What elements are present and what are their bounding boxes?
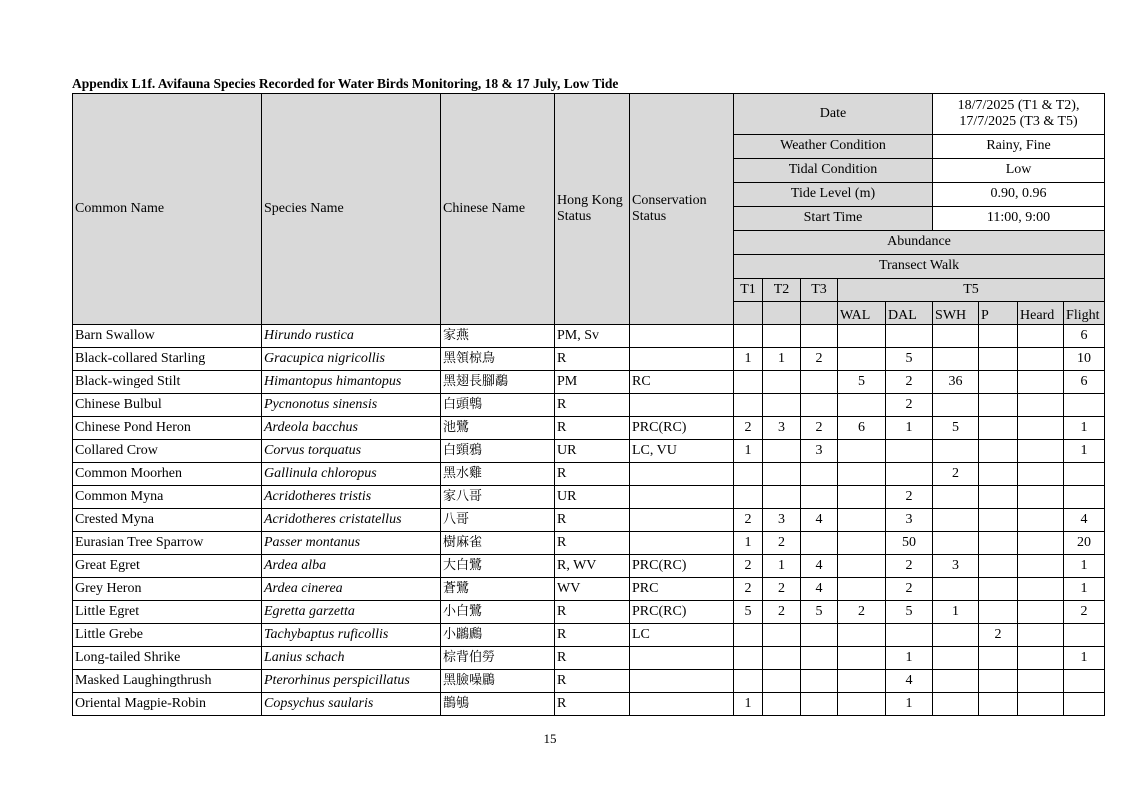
table-row — [73, 647, 1105, 670]
heard-count-cell — [1018, 670, 1064, 693]
p-count-cell — [979, 394, 1018, 417]
chinese-name-cell: 家八哥 — [441, 486, 555, 509]
t3-count-cell: 3 — [801, 440, 838, 463]
chinese-name-cell: 池鷺 — [441, 417, 555, 440]
conservation-status-cell — [630, 532, 734, 555]
header-flight: Flight — [1064, 302, 1105, 325]
common-name-cell: Collared Crow — [73, 440, 262, 463]
p-count-cell — [979, 486, 1018, 509]
conservation-status-cell — [630, 670, 734, 693]
header-t3: T3 — [801, 279, 838, 302]
swh-count-cell — [933, 670, 979, 693]
wal-count-cell — [838, 624, 886, 647]
header-swh: SWH — [933, 302, 979, 325]
p-count-cell — [979, 348, 1018, 371]
chinese-name-cell: 小白鷺 — [441, 601, 555, 624]
chinese-name-cell: 黑翅長腳鷸 — [441, 371, 555, 394]
t1-count-cell — [734, 463, 763, 486]
header-tidal-value: Low — [933, 159, 1105, 183]
wal-count-cell — [838, 693, 886, 716]
table-caption: Appendix L1f. Avifauna Species Recorded for Water Birds Monitoring, 18 & 17 July, Low Tide — [72, 76, 619, 91]
p-count-cell — [979, 325, 1018, 348]
common-name-cell: Eurasian Tree Sparrow — [73, 532, 262, 555]
header-start-time-label: Start Time — [734, 207, 933, 231]
header-species-name: Species Name — [262, 94, 441, 325]
flight-count-cell: 20 — [1064, 532, 1105, 555]
species-name-cell: Acridotheres cristatellus — [262, 509, 441, 532]
species-name-cell: Copsychus saularis — [262, 693, 441, 716]
t1-count-cell: 1 — [734, 693, 763, 716]
flight-count-cell: 2 — [1064, 601, 1105, 624]
t3-count-cell: 4 — [801, 578, 838, 601]
species-name-cell: Passer montanus — [262, 532, 441, 555]
table-row — [73, 601, 1105, 624]
t1-count-cell — [734, 670, 763, 693]
wal-count-cell — [838, 578, 886, 601]
swh-count-cell — [933, 578, 979, 601]
swh-count-cell — [933, 509, 979, 532]
p-count-cell — [979, 417, 1018, 440]
common-name-cell: Masked Laughingthrush — [73, 670, 262, 693]
t1-count-cell: 1 — [734, 348, 763, 371]
heard-count-cell — [1018, 624, 1064, 647]
heard-count-cell — [1018, 532, 1064, 555]
flight-count-cell: 10 — [1064, 348, 1105, 371]
hk-status-cell: R, WV — [555, 555, 630, 578]
heard-count-cell — [1018, 440, 1064, 463]
conservation-status-cell — [630, 348, 734, 371]
p-count-cell — [979, 647, 1018, 670]
p-count-cell — [979, 578, 1018, 601]
flight-count-cell: 1 — [1064, 417, 1105, 440]
flight-count-cell — [1064, 670, 1105, 693]
dal-count-cell: 2 — [886, 555, 933, 578]
t3-count-cell — [801, 394, 838, 417]
chinese-name-cell: 棕背伯勞 — [441, 647, 555, 670]
conservation-status-cell: PRC(RC) — [630, 555, 734, 578]
hk-status-cell: R — [555, 670, 630, 693]
t2-count-cell: 2 — [763, 532, 801, 555]
conservation-status-cell: LC, VU — [630, 440, 734, 463]
p-count-cell — [979, 693, 1018, 716]
conservation-status-cell — [630, 486, 734, 509]
common-name-cell: Long-tailed Shrike — [73, 647, 262, 670]
header-weather-value: Rainy, Fine — [933, 135, 1105, 159]
conservation-status-cell — [630, 325, 734, 348]
dal-count-cell: 4 — [886, 670, 933, 693]
dal-count-cell: 50 — [886, 532, 933, 555]
hk-status-cell: R — [555, 624, 630, 647]
common-name-cell: Chinese Bulbul — [73, 394, 262, 417]
header-hk-status: Hong Kong Status — [555, 94, 630, 325]
swh-count-cell: 3 — [933, 555, 979, 578]
t2-count-cell: 3 — [763, 417, 801, 440]
wal-count-cell — [838, 348, 886, 371]
common-name-cell: Common Myna — [73, 486, 262, 509]
swh-count-cell: 36 — [933, 371, 979, 394]
t1-count-cell: 2 — [734, 417, 763, 440]
table-row — [73, 486, 1105, 509]
conservation-status-cell: RC — [630, 371, 734, 394]
t3-count-cell — [801, 463, 838, 486]
p-count-cell — [979, 371, 1018, 394]
table-row — [73, 325, 1105, 348]
species-name-cell: Ardeola bacchus — [262, 417, 441, 440]
species-name-cell: Hirundo rustica — [262, 325, 441, 348]
common-name-cell: Barn Swallow — [73, 325, 262, 348]
t2-count-cell — [763, 325, 801, 348]
chinese-name-cell: 白頸鴉 — [441, 440, 555, 463]
t2-count-cell — [763, 486, 801, 509]
hk-status-cell: R — [555, 348, 630, 371]
common-name-cell: Black-collared Starling — [73, 348, 262, 371]
table-row — [73, 532, 1105, 555]
flight-count-cell — [1064, 624, 1105, 647]
common-name-cell: Oriental Magpie-Robin — [73, 693, 262, 716]
heard-count-cell — [1018, 417, 1064, 440]
table-row — [73, 463, 1105, 486]
wal-count-cell — [838, 647, 886, 670]
flight-count-cell — [1064, 394, 1105, 417]
t3-count-cell — [801, 624, 838, 647]
flight-count-cell: 1 — [1064, 440, 1105, 463]
wal-count-cell — [838, 394, 886, 417]
dal-count-cell — [886, 440, 933, 463]
header-chinese-name: Chinese Name — [441, 94, 555, 325]
heard-count-cell — [1018, 647, 1064, 670]
heard-count-cell — [1018, 578, 1064, 601]
t1-count-cell: 2 — [734, 578, 763, 601]
common-name-cell: Chinese Pond Heron — [73, 417, 262, 440]
common-name-cell: Common Moorhen — [73, 463, 262, 486]
hk-status-cell: PM, Sv — [555, 325, 630, 348]
common-name-cell: Little Grebe — [73, 624, 262, 647]
p-count-cell — [979, 555, 1018, 578]
dal-count-cell: 2 — [886, 486, 933, 509]
t1-count-cell — [734, 647, 763, 670]
page-number: 15 — [543, 731, 557, 746]
hk-status-cell: UR — [555, 440, 630, 463]
t2-count-cell — [763, 647, 801, 670]
t3-count-cell — [801, 371, 838, 394]
header-transect-walk: Transect Walk — [734, 255, 1105, 279]
conservation-status-cell: PRC(RC) — [630, 601, 734, 624]
heard-count-cell — [1018, 601, 1064, 624]
wal-count-cell — [838, 670, 886, 693]
wal-count-cell: 6 — [838, 417, 886, 440]
dal-count-cell: 2 — [886, 394, 933, 417]
t2-count-cell: 1 — [763, 555, 801, 578]
conservation-status-cell — [630, 647, 734, 670]
header-tide-level-value: 0.90, 0.96 — [933, 183, 1105, 207]
t2-count-cell — [763, 463, 801, 486]
header-p: P — [979, 302, 1018, 325]
flight-count-cell — [1064, 463, 1105, 486]
hk-status-cell: UR — [555, 486, 630, 509]
wal-count-cell — [838, 486, 886, 509]
p-count-cell — [979, 670, 1018, 693]
flight-count-cell — [1064, 486, 1105, 509]
t1-count-cell — [734, 486, 763, 509]
chinese-name-cell: 黑領椋鳥 — [441, 348, 555, 371]
hk-status-cell: R — [555, 509, 630, 532]
chinese-name-cell: 小鸊鷉 — [441, 624, 555, 647]
t2-count-cell: 1 — [763, 348, 801, 371]
swh-count-cell — [933, 440, 979, 463]
swh-count-cell — [933, 647, 979, 670]
conservation-status-cell: LC — [630, 624, 734, 647]
chinese-name-cell: 黑水雞 — [441, 463, 555, 486]
t1-count-cell: 2 — [734, 509, 763, 532]
t1-count-cell: 1 — [734, 532, 763, 555]
header-t1: T1 — [734, 279, 763, 302]
table-row — [73, 693, 1105, 716]
dal-count-cell: 3 — [886, 509, 933, 532]
table-row — [73, 624, 1105, 647]
p-count-cell — [979, 463, 1018, 486]
table-row — [73, 394, 1105, 417]
swh-count-cell: 2 — [933, 463, 979, 486]
table-row — [73, 509, 1105, 532]
t2-count-cell: 2 — [763, 601, 801, 624]
chinese-name-cell: 蒼鷺 — [441, 578, 555, 601]
conservation-status-cell — [630, 693, 734, 716]
t3-count-cell — [801, 693, 838, 716]
species-name-cell: Ardea alba — [262, 555, 441, 578]
header-t1-spacer — [734, 302, 763, 325]
swh-count-cell — [933, 532, 979, 555]
table-row — [73, 670, 1105, 693]
table-row — [73, 348, 1105, 371]
heard-count-cell — [1018, 555, 1064, 578]
flight-count-cell: 1 — [1064, 647, 1105, 670]
heard-count-cell — [1018, 509, 1064, 532]
dal-count-cell: 5 — [886, 601, 933, 624]
heard-count-cell — [1018, 348, 1064, 371]
header-common-name: Common Name — [73, 94, 262, 325]
dal-count-cell: 1 — [886, 693, 933, 716]
hk-status-cell: R — [555, 394, 630, 417]
t1-count-cell: 1 — [734, 440, 763, 463]
p-count-cell: 2 — [979, 624, 1018, 647]
t3-count-cell — [801, 532, 838, 555]
hk-status-cell: WV — [555, 578, 630, 601]
header-t5: T5 — [838, 279, 1105, 302]
t1-count-cell: 5 — [734, 601, 763, 624]
t3-count-cell: 2 — [801, 417, 838, 440]
wal-count-cell — [838, 532, 886, 555]
flight-count-cell: 1 — [1064, 555, 1105, 578]
species-name-cell: Pycnonotus sinensis — [262, 394, 441, 417]
table-row — [73, 555, 1105, 578]
chinese-name-cell: 家燕 — [441, 325, 555, 348]
wal-count-cell — [838, 440, 886, 463]
heard-count-cell — [1018, 371, 1064, 394]
species-name-cell: Ardea cinerea — [262, 578, 441, 601]
hk-status-cell: R — [555, 601, 630, 624]
header-dal: DAL — [886, 302, 933, 325]
wal-count-cell: 5 — [838, 371, 886, 394]
species-name-cell: Egretta garzetta — [262, 601, 441, 624]
species-name-cell: Lanius schach — [262, 647, 441, 670]
chinese-name-cell: 白頭鵯 — [441, 394, 555, 417]
heard-count-cell — [1018, 394, 1064, 417]
conservation-status-cell: PRC(RC) — [630, 417, 734, 440]
swh-count-cell — [933, 394, 979, 417]
header-tide-level-label: Tide Level (m) — [734, 183, 933, 207]
header-weather-label: Weather Condition — [734, 135, 933, 159]
p-count-cell — [979, 440, 1018, 463]
chinese-name-cell: 大白鷺 — [441, 555, 555, 578]
t3-count-cell — [801, 647, 838, 670]
conservation-status-cell: PRC — [630, 578, 734, 601]
p-count-cell — [979, 601, 1018, 624]
dal-count-cell — [886, 463, 933, 486]
t2-count-cell — [763, 394, 801, 417]
t3-count-cell — [801, 325, 838, 348]
species-name-cell: Tachybaptus ruficollis — [262, 624, 441, 647]
wal-count-cell — [838, 325, 886, 348]
t3-count-cell: 4 — [801, 555, 838, 578]
t2-count-cell: 2 — [763, 578, 801, 601]
table-row — [73, 417, 1105, 440]
hk-status-cell: PM — [555, 371, 630, 394]
p-count-cell — [979, 532, 1018, 555]
conservation-status-cell — [630, 463, 734, 486]
t2-count-cell — [763, 440, 801, 463]
dal-count-cell — [886, 624, 933, 647]
t2-count-cell — [763, 693, 801, 716]
chinese-name-cell: 鵲鴝 — [441, 693, 555, 716]
species-name-cell: Gracupica nigricollis — [262, 348, 441, 371]
header-conservation-status: Conservation Status — [630, 94, 734, 325]
dal-count-cell — [886, 325, 933, 348]
hk-status-cell: R — [555, 463, 630, 486]
dal-count-cell: 2 — [886, 371, 933, 394]
p-count-cell — [979, 509, 1018, 532]
flight-count-cell: 6 — [1064, 371, 1105, 394]
header-date-value: 18/7/2025 (T1 & T2), 17/7/2025 (T3 & T5) — [933, 94, 1105, 135]
hk-status-cell: R — [555, 417, 630, 440]
swh-count-cell — [933, 325, 979, 348]
dal-count-cell: 1 — [886, 417, 933, 440]
conservation-status-cell — [630, 394, 734, 417]
common-name-cell: Great Egret — [73, 555, 262, 578]
t2-count-cell: 3 — [763, 509, 801, 532]
common-name-cell: Crested Myna — [73, 509, 262, 532]
t2-count-cell — [763, 371, 801, 394]
dal-count-cell: 5 — [886, 348, 933, 371]
header-tidal-label: Tidal Condition — [734, 159, 933, 183]
heard-count-cell — [1018, 463, 1064, 486]
t3-count-cell — [801, 670, 838, 693]
dal-count-cell: 1 — [886, 647, 933, 670]
swh-count-cell — [933, 348, 979, 371]
t2-count-cell — [763, 670, 801, 693]
avifauna-table — [72, 93, 1105, 716]
conservation-status-cell — [630, 509, 734, 532]
swh-count-cell: 1 — [933, 601, 979, 624]
flight-count-cell: 6 — [1064, 325, 1105, 348]
hk-status-cell: R — [555, 693, 630, 716]
common-name-cell: Little Egret — [73, 601, 262, 624]
header-t2-spacer — [763, 302, 801, 325]
species-name-cell: Acridotheres tristis — [262, 486, 441, 509]
header-t3-spacer — [801, 302, 838, 325]
common-name-cell: Black-winged Stilt — [73, 371, 262, 394]
t1-count-cell — [734, 371, 763, 394]
t1-count-cell: 2 — [734, 555, 763, 578]
t3-count-cell: 5 — [801, 601, 838, 624]
wal-count-cell — [838, 463, 886, 486]
chinese-name-cell: 樹麻雀 — [441, 532, 555, 555]
chinese-name-cell: 八哥 — [441, 509, 555, 532]
t3-count-cell — [801, 486, 838, 509]
wal-count-cell: 2 — [838, 601, 886, 624]
swh-count-cell — [933, 624, 979, 647]
t1-count-cell — [734, 394, 763, 417]
dal-count-cell: 2 — [886, 578, 933, 601]
header-wal: WAL — [838, 302, 886, 325]
chinese-name-cell: 黑臉噪鶥 — [441, 670, 555, 693]
hk-status-cell: R — [555, 647, 630, 670]
swh-count-cell: 5 — [933, 417, 979, 440]
wal-count-cell — [838, 555, 886, 578]
flight-count-cell — [1064, 693, 1105, 716]
t3-count-cell: 4 — [801, 509, 838, 532]
heard-count-cell — [1018, 325, 1064, 348]
header-abundance: Abundance — [734, 231, 1105, 255]
hk-status-cell: R — [555, 532, 630, 555]
flight-count-cell: 4 — [1064, 509, 1105, 532]
header-heard: Heard — [1018, 302, 1064, 325]
t2-count-cell — [763, 624, 801, 647]
species-name-cell: Gallinula chloropus — [262, 463, 441, 486]
species-name-cell: Corvus torquatus — [262, 440, 441, 463]
species-name-cell: Pterorhinus perspicillatus — [262, 670, 441, 693]
swh-count-cell — [933, 486, 979, 509]
table-body — [73, 325, 1105, 716]
header-date-label: Date — [734, 94, 933, 135]
flight-count-cell: 1 — [1064, 578, 1105, 601]
wal-count-cell — [838, 509, 886, 532]
header-t2: T2 — [763, 279, 801, 302]
table-row — [73, 371, 1105, 394]
header-start-time-value: 11:00, 9:00 — [933, 207, 1105, 231]
t1-count-cell — [734, 624, 763, 647]
t1-count-cell — [734, 325, 763, 348]
common-name-cell: Grey Heron — [73, 578, 262, 601]
heard-count-cell — [1018, 693, 1064, 716]
table-row — [73, 578, 1105, 601]
table-row — [73, 440, 1105, 463]
t3-count-cell: 2 — [801, 348, 838, 371]
swh-count-cell — [933, 693, 979, 716]
species-name-cell: Himantopus himantopus — [262, 371, 441, 394]
heard-count-cell — [1018, 486, 1064, 509]
